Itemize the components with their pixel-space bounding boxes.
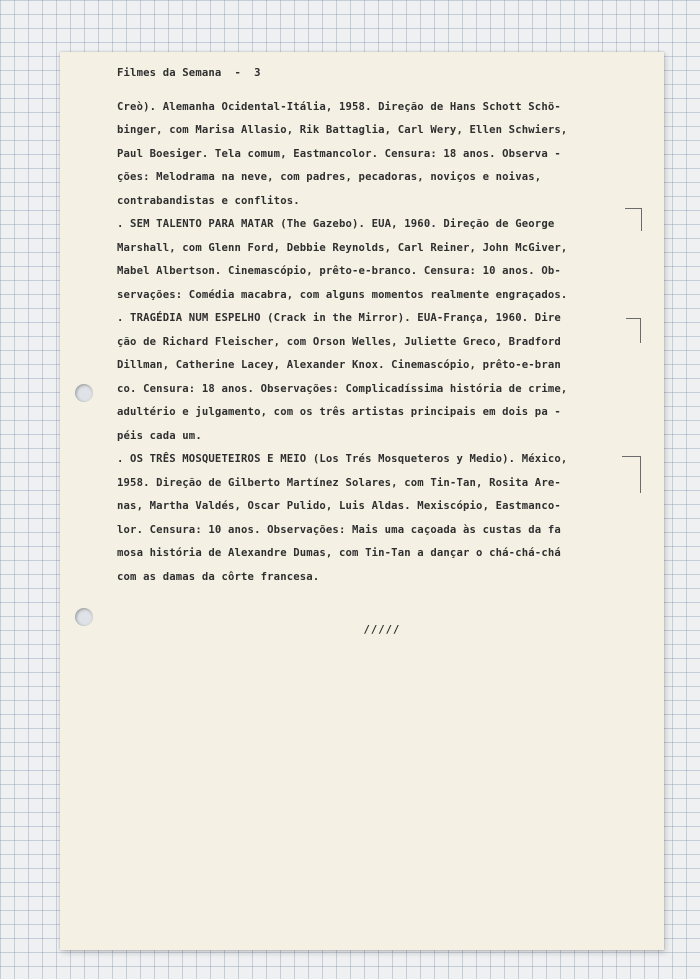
page-header: Filmes da Semana - 3: [117, 67, 261, 79]
text-line: ção de Richard Fleischer, com Orson Welles, Juliette Greco, Bradford: [117, 335, 561, 348]
text-line: nas, Martha Valdés, Oscar Pulido, Luis Aldas. Mexiscópio, Eastmanco-: [117, 500, 561, 512]
text-line: adultério e julgamento, com os três artistas principais em dois pa -: [117, 406, 561, 418]
end-separator: /////: [363, 624, 401, 636]
text-line: lor. Censura: 10 anos. Observações: Mais uma caçoada às custas da fa: [117, 523, 561, 536]
text-line: . TRAGÉDIA NUM ESPELHO (Crack in the Mirror). EUA-França, 1960. Dire: [117, 312, 561, 324]
typewritten-page: [60, 52, 664, 950]
text-line: Mabel Albertson. Cinemascópio, prêto-e-branco. Censura: 10 anos. Ob-: [117, 265, 561, 277]
text-line: mosa história de Alexandre Dumas, com Tin-Tan a dançar o chá-chá-chá: [117, 547, 561, 559]
text-line: servações: Comédia macabra, com alguns momentos realmente engraçados.: [117, 288, 568, 301]
text-line: Creò). Alemanha Ocidental-Itália, 1958. Direção de Hans Schott Schö-: [117, 100, 561, 113]
text-lines: [117, 96, 647, 590]
text-line: com as damas da côrte francesa.: [117, 570, 320, 583]
text-line: ções: Melodrama na neve, com padres, pecadoras, noviços e noivas,: [117, 171, 542, 183]
text-line: Marshall, com Glenn Ford, Debbie Reynolds, Carl Reiner, John McGiver,: [117, 241, 568, 254]
punch-hole: [75, 608, 93, 626]
text-line: péis cada um.: [117, 429, 202, 442]
document-body: [117, 62, 647, 643]
text-line: Paul Boesiger. Tela comum, Eastmancolor. Censura: 18 anos. Observa -: [117, 147, 561, 160]
text-line: co. Censura: 18 anos. Observações: Complicadíssima história de crime,: [117, 382, 568, 395]
text-line: 1958. Direção de Gilberto Martínez Solares, com Tin-Tan, Rosita Are-: [117, 476, 561, 489]
punch-hole: [75, 384, 93, 402]
text-line: binger, com Marisa Allasio, Rik Battaglia, Carl Wery, Ellen Schwiers,: [117, 124, 568, 136]
text-line: Dillman, Catherine Lacey, Alexander Knox. Cinemascópio, prêto-e-bran: [117, 359, 561, 371]
text-line: . OS TRÊS MOSQUETEIROS E MEIO (Los Trés Mosqueteros y Medio). México,: [117, 453, 568, 465]
text-line: . SEM TALENTO PARA MATAR (The Gazebo). EUA, 1960. Direção de George: [117, 218, 555, 230]
text-line: contrabandistas e conflitos.: [117, 194, 300, 207]
